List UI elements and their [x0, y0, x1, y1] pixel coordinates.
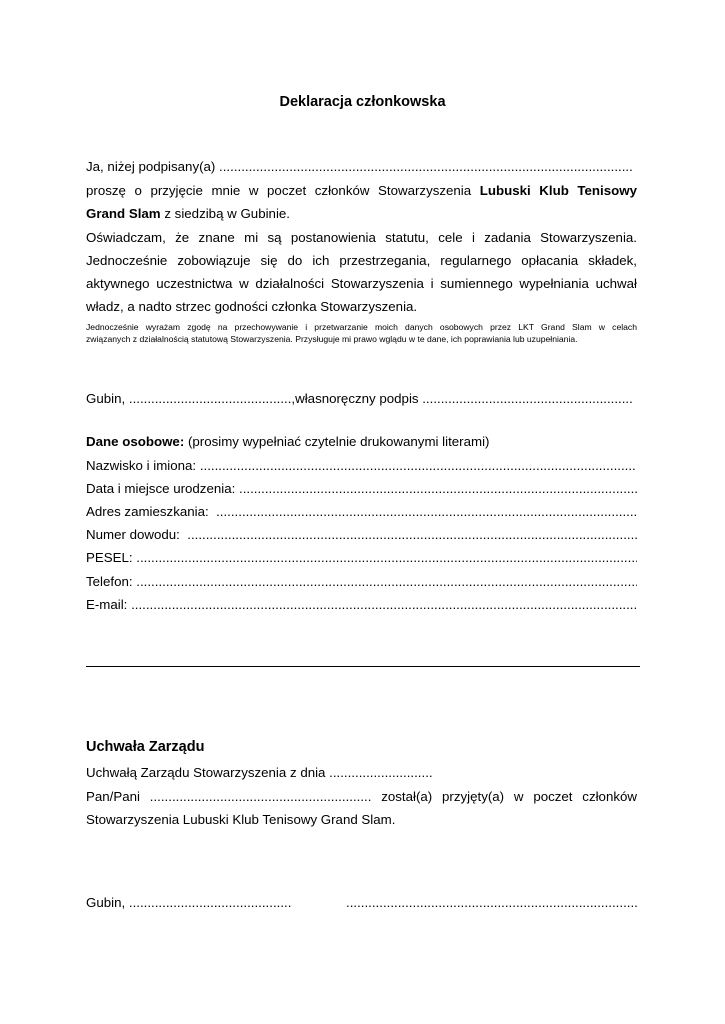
field-address[interactable]	[86, 504, 637, 520]
board-line-3: Stowarzyszenia Lubuski Klub Tenisowy Grand Slam.	[86, 812, 396, 827]
personal-data-heading	[86, 434, 489, 450]
fill-dots	[131, 597, 637, 613]
personal-data-label: Dane osobowe:	[86, 434, 185, 449]
board-line-1: Uchwałą Zarządu Stowarzyszenia z dnia ............................	[86, 765, 433, 780]
field-email[interactable]	[86, 597, 637, 613]
field-birth-date-place[interactable]	[86, 481, 637, 497]
declaration-line-2	[86, 183, 637, 199]
section-divider	[86, 666, 640, 667]
field-label: Adres zamieszkania:	[86, 504, 209, 519]
fill-dots	[136, 550, 637, 566]
field-pesel[interactable]	[86, 550, 637, 566]
declaration-line-5: Jednocześnie zobowiązuje się do ich przestrzegania, regularnego opłacania składek,	[86, 253, 637, 268]
fill-dots	[200, 458, 637, 474]
fill-dots	[216, 504, 637, 520]
declaration-line-1: Ja, niżej podpisany(a) ................................................................................................................	[86, 159, 633, 174]
signature-line: Gubin, ............................................,własnoręczny podpis .........................................................	[86, 391, 633, 406]
declaration-line-6: aktywnego uczestnictwa w działalności Stowarzyszenia i sumiennego wypełniania uchwał	[86, 276, 637, 291]
fill-dots	[187, 527, 637, 543]
club-name-part-2: Grand Slam	[86, 206, 161, 221]
field-label: E-mail:	[86, 597, 128, 612]
board-signature: ...............................................................................	[346, 895, 638, 910]
board-heading: Uchwała Zarządu	[86, 739, 205, 755]
field-phone[interactable]	[86, 574, 637, 590]
declaration-line-3	[86, 206, 290, 222]
declaration-line-7: władz, a nadto strzec godności członka Stowarzyszenia.	[86, 299, 418, 314]
field-label: Nazwisko i imiona:	[86, 458, 197, 473]
field-label: PESEL:	[86, 550, 133, 565]
board-place-date: Gubin, ............................................	[86, 895, 292, 910]
consent-line-1: Jednocześnie wyrażam zgodę na przechowywanie i przetwarzanie moich danych osobowych przez LKT Grand Slam w celach	[86, 322, 637, 332]
consent-paragraph	[86, 321, 637, 345]
field-full-name[interactable]	[86, 458, 637, 474]
declaration-line-3-text: z siedzibą w Gubinie.	[164, 206, 290, 221]
board-line-2: Pan/Pani ............................................................ został(a) przyjęty(a) w poczet członków	[86, 789, 637, 804]
club-name-part-1: Lubuski Klub Tenisowy	[479, 183, 637, 198]
consent-line-2: związanych z działalnością statutową Stowarzyszenia. Przysługuje mi prawo wglądu w te dane, ich poprawiania lub uzupełniania.	[86, 334, 578, 344]
field-label: Data i miejsce urodzenia:	[86, 481, 236, 496]
field-label: Numer dowodu:	[86, 527, 180, 542]
field-id-number[interactable]	[86, 527, 637, 543]
fill-dots	[239, 481, 637, 497]
fill-dots	[136, 574, 637, 590]
field-label: Telefon:	[86, 574, 133, 589]
personal-data-note: (prosimy wypełniać czytelnie drukowanymi literami)	[187, 434, 490, 449]
declaration-line-4: Oświadczam, że znane mi są postanowienia statutu, cele i zadania Stowarzyszenia.	[86, 230, 637, 245]
declaration-line-2-text: proszę o przyjęcie mnie w poczet członków Stowarzyszenia	[86, 183, 472, 198]
document-title: Deklaracja członkowska	[279, 94, 446, 110]
